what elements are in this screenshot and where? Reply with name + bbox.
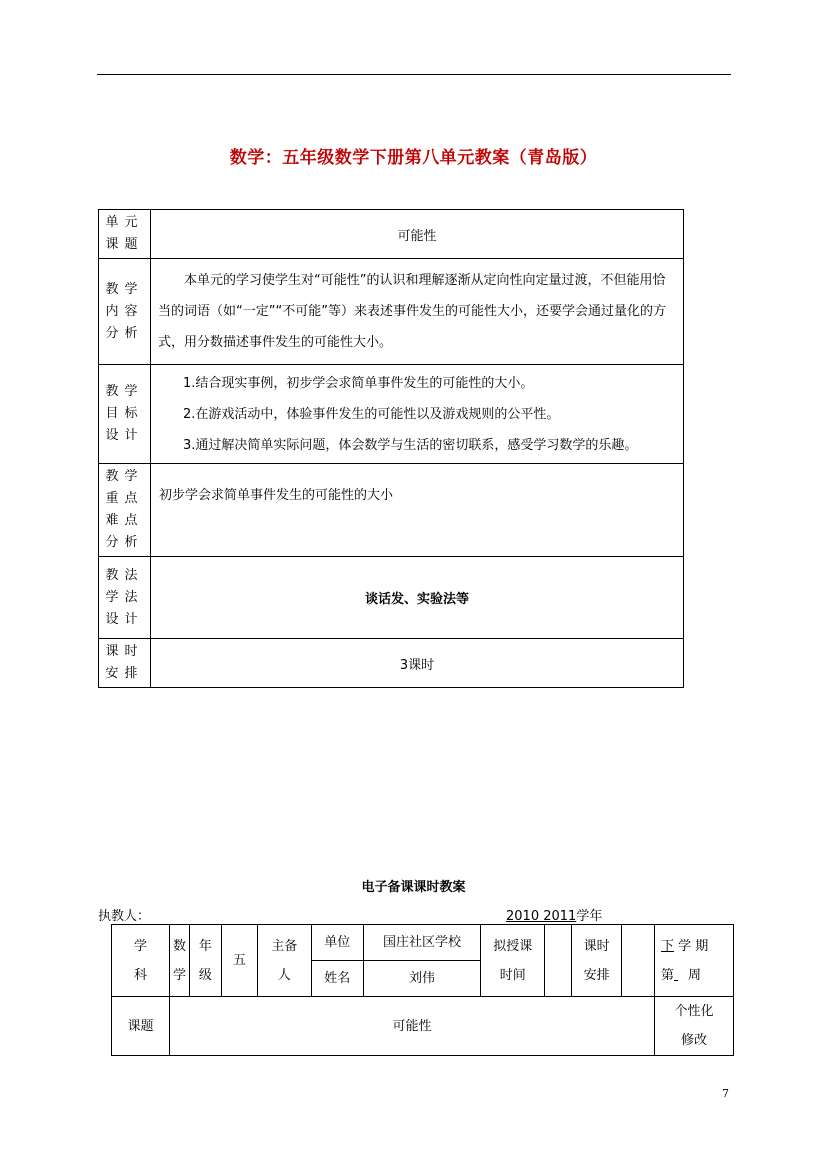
- topic-label: 课题: [112, 997, 170, 1056]
- semester-week: [655, 925, 734, 997]
- table-row: [99, 210, 684, 259]
- grade-value: 五: [221, 925, 257, 997]
- semester-line: 下 学 期: [661, 938, 709, 954]
- goal-item: 3.通过解决简单实际问题，体会数学与生活的密切联系，感受学习数学的乐趣。: [183, 437, 638, 453]
- content-analysis: 本单元的学习使学生对“可能性”的认识和理解逐渐从定向性向定量过渡，不但能用恰当的词语（如“一定”“不可能”等）来表述事件发生的可能性大小，还要学会通过量化的方式，用分数描述事件发生的可能性大小。: [151, 259, 684, 365]
- table-row: [112, 925, 734, 961]
- row-label: 教学 内容 分析: [99, 259, 151, 365]
- topic-value: 可能性: [169, 997, 654, 1056]
- name-label: 姓名: [311, 961, 363, 997]
- row-label: 课时 安排: [99, 639, 151, 688]
- document-title: 数学：五年级数学下册第八单元教案（青岛版）: [229, 148, 598, 168]
- row-label: 教学 重点 难点 分析: [99, 464, 151, 557]
- personalized-label: 个性化 修改: [655, 997, 734, 1056]
- unit-topic: 可能性: [151, 210, 684, 259]
- header-rule: [97, 74, 731, 75]
- grade-label: 年 级: [189, 925, 221, 997]
- row-label: 单元 课题: [99, 210, 151, 259]
- table-row: [99, 365, 684, 464]
- key-points: 初步学会求简单事件发生的可能性的大小: [151, 464, 684, 557]
- name-value: 刘伟: [363, 961, 481, 997]
- lesson-info-table: [111, 924, 734, 1056]
- subject-value: 数 学: [169, 925, 189, 997]
- year-value: 2010 2011: [506, 909, 577, 924]
- table-row: [99, 259, 684, 365]
- teach-time-label: 拟授课 时间: [481, 925, 545, 997]
- year-suffix: 学年: [576, 909, 603, 924]
- hours-value: [622, 925, 655, 997]
- unit-label: 单位: [311, 925, 363, 961]
- hours-arrangement: 3课时: [151, 639, 684, 688]
- unit-value: 国庄社区学校: [363, 925, 481, 961]
- hours-label: 课时 安排: [572, 925, 622, 997]
- unit-plan-table: [98, 209, 684, 688]
- teach-time-value: [545, 925, 572, 997]
- table-row: [99, 464, 684, 557]
- table-row: [112, 997, 734, 1056]
- lead-preparer-label: 主备 人: [257, 925, 311, 997]
- goal-item: 1.结合现实事例，初步学会求简单事件发生的可能性的大小。: [183, 375, 534, 391]
- school-year: [506, 905, 602, 924]
- goal-item: 2.在游戏活动中，体验事件发生的可能性以及游戏规则的公平性。: [183, 406, 560, 422]
- lesson-heading: 电子备课课时教案: [361, 880, 466, 895]
- row-label: 教法 学法 设计: [99, 557, 151, 639]
- row-label: 教学 目标 设计: [99, 365, 151, 464]
- week-line: 第 周: [661, 967, 702, 983]
- methods: 谈话发、实验法等: [151, 557, 684, 639]
- table-row: [99, 639, 684, 688]
- table-row: [99, 557, 684, 639]
- goals-cell: [151, 365, 684, 464]
- teacher-label: 执教人：: [98, 909, 151, 924]
- page-number: 7: [722, 1087, 729, 1100]
- subject-label: 学 科: [112, 925, 170, 997]
